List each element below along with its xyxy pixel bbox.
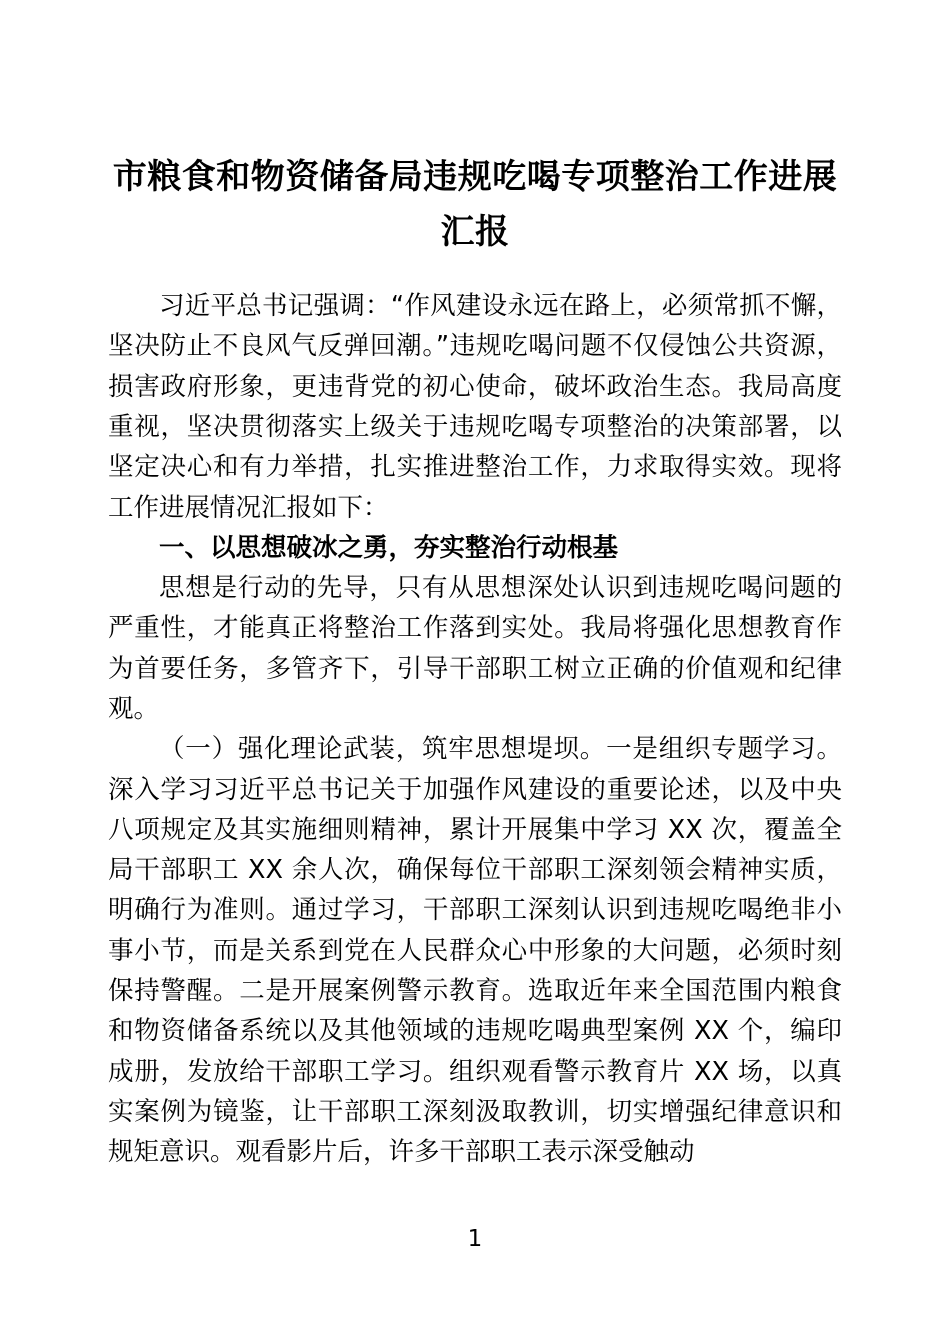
page-title: 市粮食和物资储备局违规吃喝专项整治工作进展汇报 bbox=[112, 157, 838, 253]
paragraph-section-1-body: 思想是行动的先导，只有从思想深处认识到违规吃喝问题的严重性，才能真正将整治工作落到实处。我局将强化思想教育作为首要任务，多管齐下，引导干部职工树立正确的价值观和纪律观。 bbox=[108, 573, 842, 724]
paragraph-section-1-heading: 一、以思想破冰之勇，夯实整治行动根基 bbox=[159, 532, 619, 563]
paragraph-intro: 习近平总书记强调：“作风建设永远在路上，必须常抓不懈，坚决防止不良风气反弹回潮。”违规吃喝问题不仅侵蚀公共资源，损害政府形象，更违背党的初心使命，破坏政治生态。我局高度重视，坚决贯彻落实上级关于违规吃喝专项整治的决策部署，以坚定决心和有力举措，扎实推进整治工作，力求取得实效。现将工作进展情况汇报如下： bbox=[108, 291, 842, 523]
page-number: 1 bbox=[467, 1226, 483, 1252]
paragraph-section-1-1: （一）强化理论武装，筑牢思想堤坝。一是组织专题学习。深入学习习近平总书记关于加强作风建设的重要论述，以及中央八项规定及其实施细则精神，累计开展集中学习 XX 次，覆盖全局干部职工 XX 余人次，确保每位干部职工深刻领会精神实质，明确行为准则。通过学习，干部职工深刻认识到违规吃喝绝非小事小节，而是关系到党在人民群众心中形象的大问题，必须时刻保持警醒。二是开展案例警示教育。选取近年来全国范围内粮食和物资储备系统以及其他领域的违规吃喝典型案例 XX 个，编印成册，发放给干部职工学习。组织观看警示教育片 XX 场，以真实案例为镜鉴，让干部职工深刻汲取教训，切实增强纪律意识和规矩意识。观看影片后，许多干部职工表示深受触动 bbox=[108, 734, 842, 1168]
